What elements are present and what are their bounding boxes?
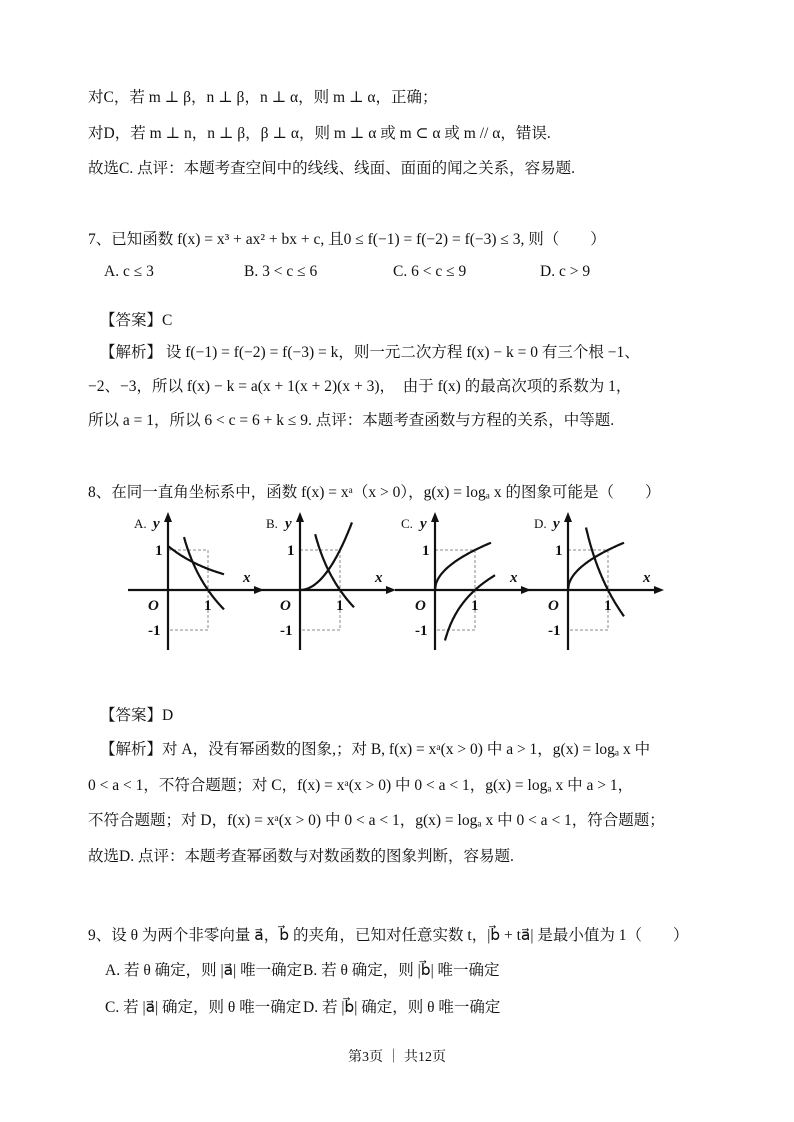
y-tick-1: 1 (555, 543, 563, 559)
y-axis-label: y (420, 516, 427, 532)
q7-option-c: C. 6 < c ≤ 9 (393, 263, 467, 280)
y-tick-neg1: -1 (415, 623, 428, 639)
x-tick-1: 1 (604, 598, 612, 614)
panel-label: A. (134, 516, 147, 531)
q8-answer: 【答案】D (100, 707, 174, 724)
origin-label: O (415, 598, 426, 614)
x-axis-label: x (643, 570, 651, 586)
x-axis-arrow-icon (654, 586, 664, 594)
x-axis-arrow-icon (386, 586, 396, 594)
q8-analysis-3: 不符合题题；对 D，f(x) = xᵃ(x > 0) 中 0 < a < 1，g(x) = logₐ x 中 0 < a < 1，符合题题； (88, 812, 665, 829)
q9-stem: 9、设 θ 为两个非零向量 a⃗，b⃗ 的夹角，已知对任意实数 t，|b⃗ + ta⃗| 是最小值为 1（ ） (88, 927, 689, 944)
function-curve (315, 534, 354, 607)
y-tick-neg1: -1 (548, 623, 561, 639)
q7-stem: 7、已知函数 f(x) = x³ + ax² + bx + c, 且0 ≤ f(−1) = f(−2) = f(−3) ≤ 3, 则（ ） (88, 231, 606, 248)
origin-label: O (548, 598, 559, 614)
q8-analysis-4: 故选D. 点评：本题考查幂函数与对数函数的图象判断，容易题. (88, 848, 514, 865)
solution-d-line: 对D，若 m ⊥ n，n ⊥ β，β ⊥ α，则 m ⊥ α 或 m ⊂ α 或 m // α，错误. (88, 125, 551, 142)
y-axis-arrow-icon (164, 512, 172, 522)
page-footer: 第3页 ｜ 共12页 (348, 1050, 446, 1065)
x-axis-label: x (375, 570, 383, 586)
x-axis-label: x (510, 570, 518, 586)
q8-analysis-1: 【解析】对 A，没有幂函数的图象,；对 B, f(x) = xᵃ(x > 0) 中 a > 1，g(x) = logₐ x 中 (100, 741, 651, 758)
q7-option-b: B. 3 < c ≤ 6 (244, 263, 318, 280)
q7-option-a: A. c ≤ 3 (104, 263, 154, 280)
panel-label: B. (266, 516, 278, 531)
q8-analysis-2: 0 < a < 1，不符合题题；对 C，f(x) = xᵃ(x > 0) 中 0 < a < 1，g(x) = logₐ x 中 a > 1， (88, 777, 634, 794)
q9-option-d: D. 若 |b⃗| 确定，则 θ 唯一确定 (303, 999, 501, 1016)
q9-option-c: C. 若 |a⃗| 确定，则 θ 唯一确定 (105, 999, 302, 1016)
origin-label: O (148, 598, 159, 614)
function-curve (445, 575, 495, 640)
panel-label: C. (401, 516, 413, 531)
solution-c-line: 对C，若 m ⊥ β，n ⊥ β，n ⊥ α，则 m ⊥ α，正确； (88, 89, 438, 106)
y-axis-label: y (553, 516, 560, 532)
y-axis-label: y (285, 516, 292, 532)
function-curve (300, 522, 352, 590)
y-axis-arrow-icon (431, 512, 439, 522)
panel-label: D. (534, 516, 547, 531)
x-tick-1: 1 (336, 598, 344, 614)
q7-option-d: D. c > 9 (540, 263, 591, 280)
y-tick-neg1: -1 (148, 623, 161, 639)
q7-analysis-2: −2、−3，所以 f(x) − k = a(x + 1(x + 2)(x + 3)， 由于 f(x) 的最高次项的系数为 1， (88, 378, 632, 395)
y-axis-label: y (153, 516, 160, 532)
x-tick-1: 1 (471, 598, 479, 614)
y-axis-arrow-icon (296, 512, 304, 522)
q6-conclusion: 故选C. 点评：本题考查空间中的线线、线面、面面的闻之关系，容易题. (88, 160, 575, 177)
q9-option-b: B. 若 θ 确定，则 |b⃗| 唯一确定 (303, 962, 500, 979)
origin-label: O (280, 598, 291, 614)
q8-stem: 8、在同一直角坐标系中，函数 f(x) = xᵃ（x > 0），g(x) = logₐ x 的图象可能是（ ） (88, 484, 661, 501)
q7-analysis-1: 【解析】 设 f(−1) = f(−2) = f(−3) = k，则一元二次方程 f(x) − k = 0 有三个根 −1、 (100, 344, 640, 361)
x-tick-1: 1 (204, 598, 212, 614)
y-tick-1: 1 (287, 543, 295, 559)
y-axis-arrow-icon (564, 512, 572, 522)
x-axis-label: x (243, 570, 251, 586)
q9-option-a: A. 若 θ 确定，则 |a⃗| 唯一确定 (105, 962, 303, 979)
q7-analysis-3: 所以 a = 1，所以 6 < c = 6 + k ≤ 9. 点评：本题考查函数与方程的关系，中等题. (88, 412, 615, 429)
y-tick-1: 1 (422, 543, 430, 559)
y-tick-neg1: -1 (280, 623, 293, 639)
q7-answer: 【答案】C (100, 312, 173, 329)
y-tick-1: 1 (155, 543, 163, 559)
